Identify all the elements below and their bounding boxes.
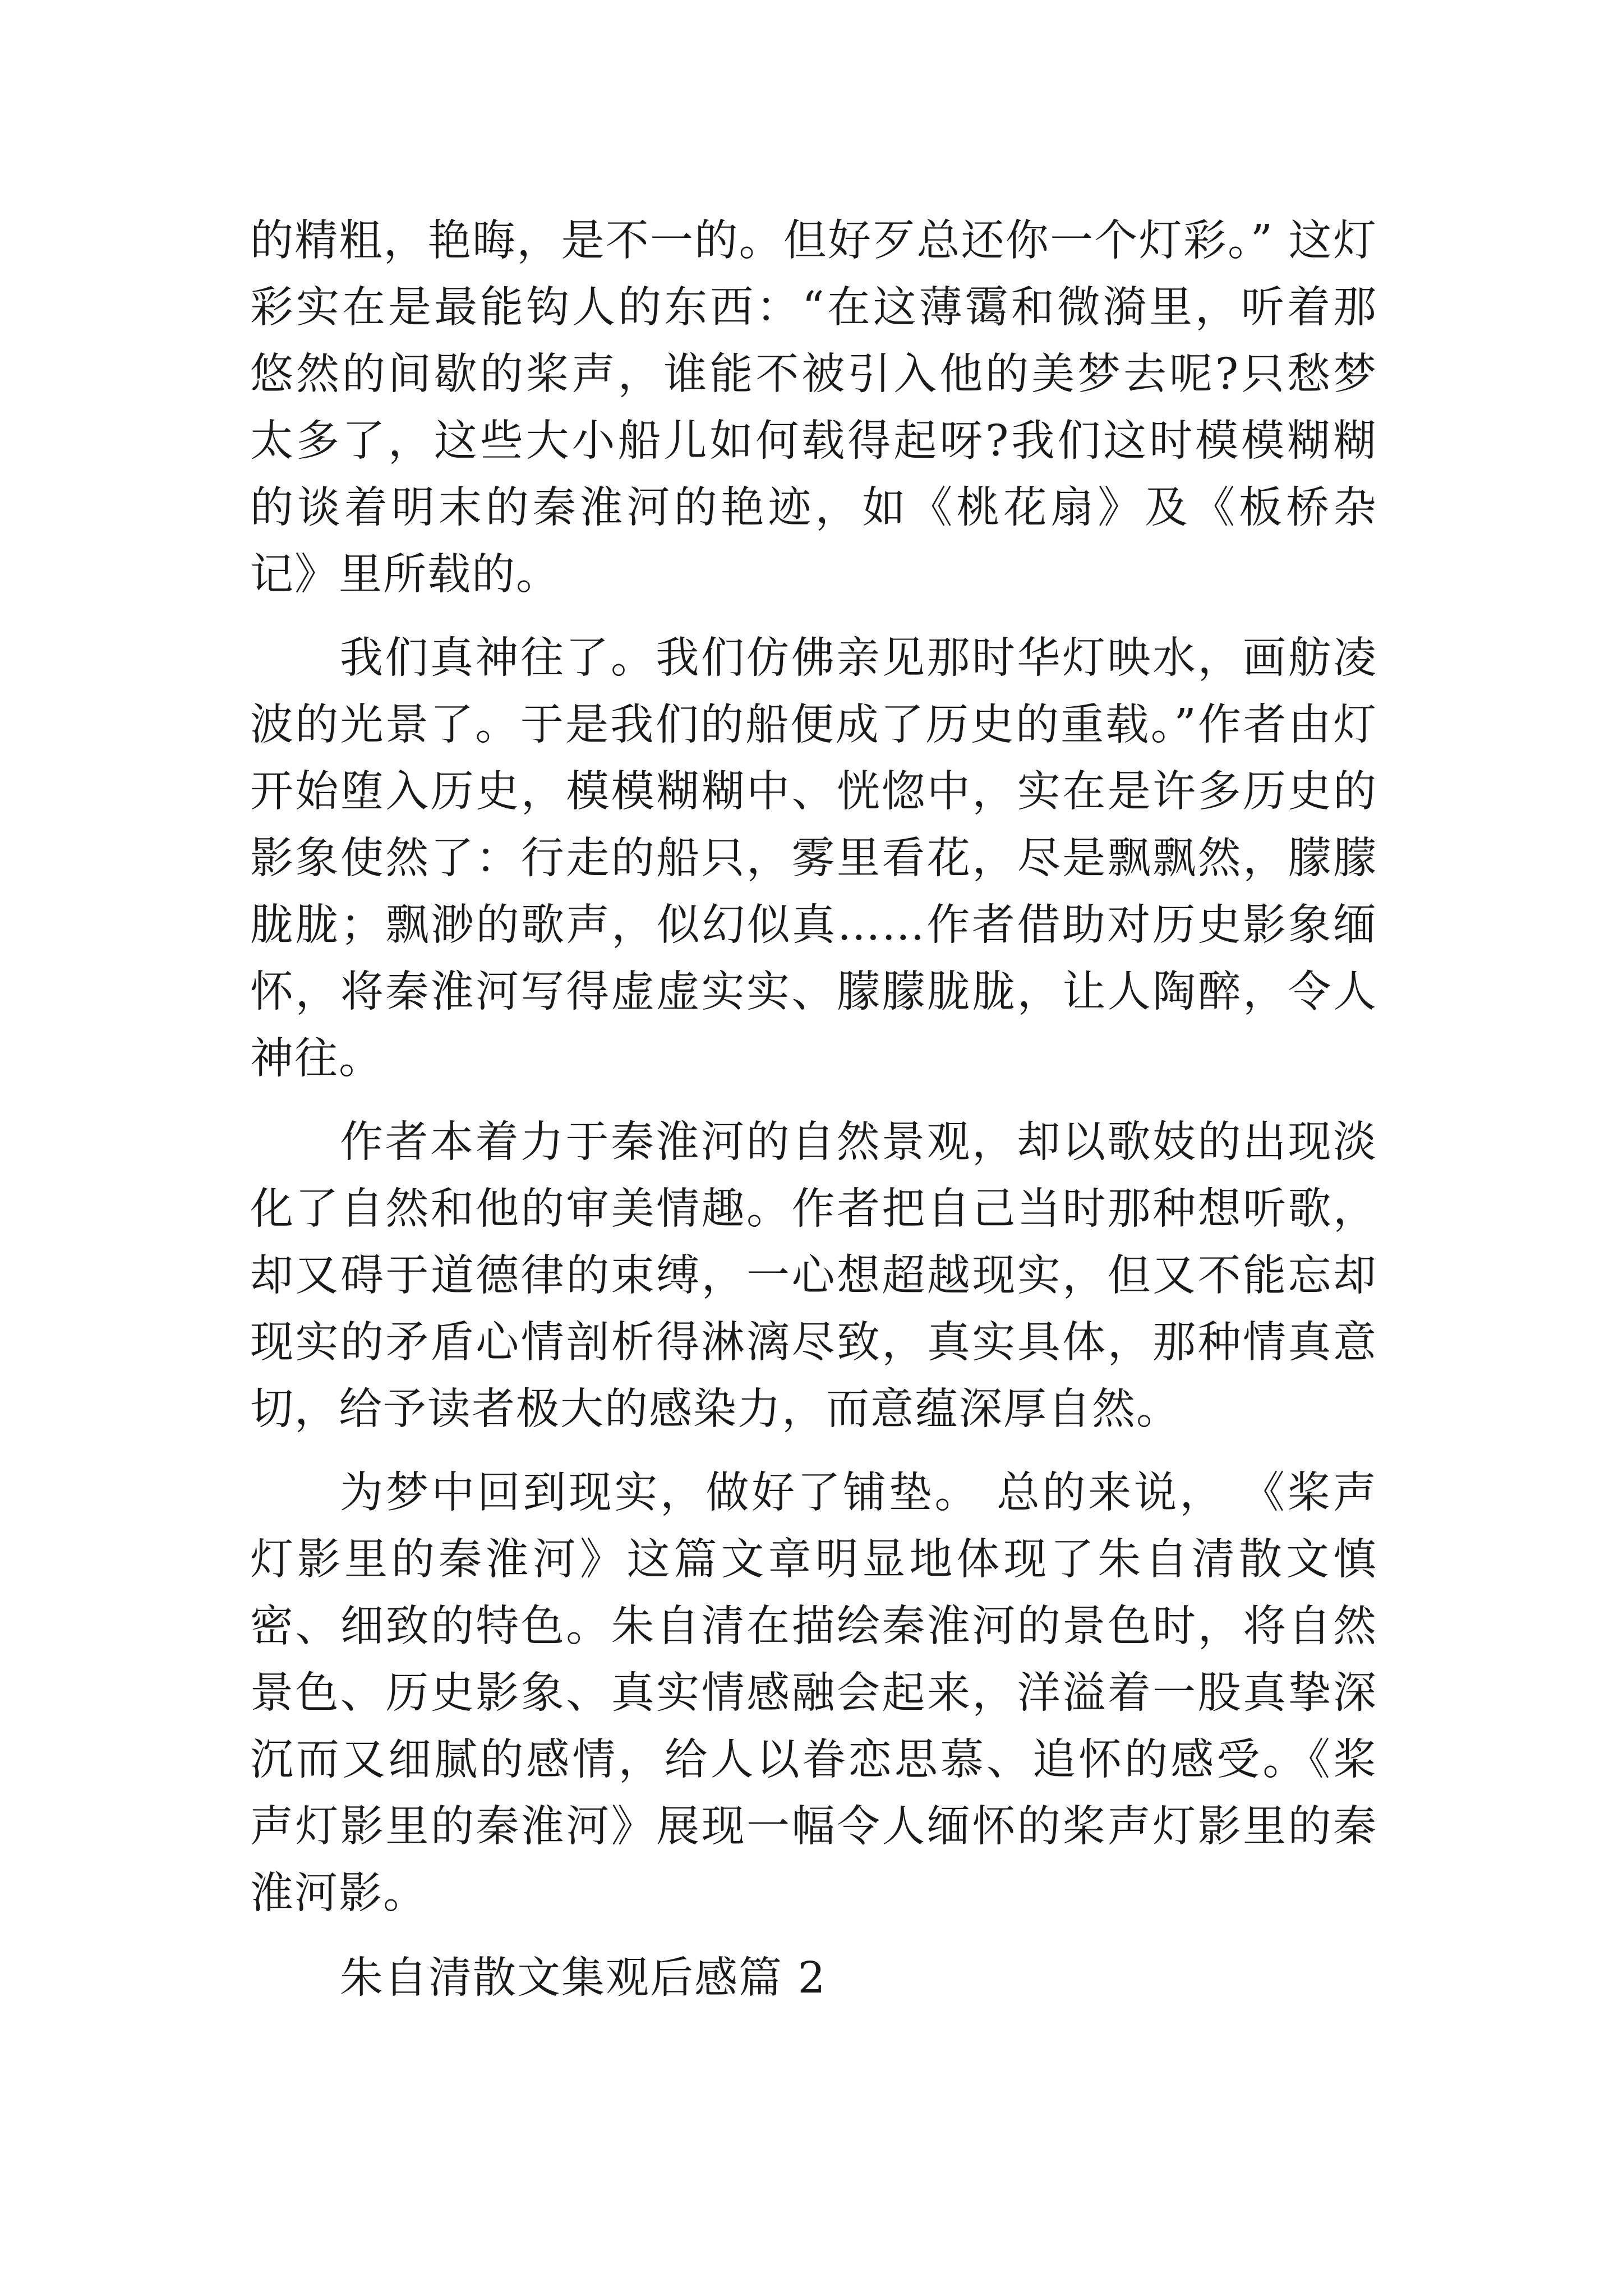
paragraph-4: 为梦中回到现实，做好了铺垫。 总的来说， 《桨声灯影里的秦淮河》这篇文章明显地体现了朱自清散文慎密、细致的特色。朱自清在描绘秦淮河的景色时，将自然景色、历史影象、真实情感融会起来，洋溢着一股真挚深沉而又细腻的感情，给人以眷恋思慕、追怀的感受。《桨声灯影里的秦淮河》展现一幅令人缅怀的桨声灯影里的秦淮河影。 [250, 1468, 1377, 1918]
paragraph-1: 的精粗，艳晦，是不一的。但好歹总还你一个灯彩。” 这灯彩实在是最能钩人的东西：“在这薄霭和微漪里，听着那悠然的间歇的桨声，谁能不被引入他的美梦去呢?只愁梦太多了，这些大小船儿如何载得起呀?我们这时模模糊糊的谈着明末的秦淮河的艳迹，如《桃花扇》及《板桥杂记》里所载的。 [250, 216, 1377, 600]
document-body [250, 208, 1377, 2012]
paragraph-2: 我们真神往了。我们仿佛亲见那时华灯映水，画舫凌波的光景了。于是我们的船便成了历史的重载。”作者由灯开始堕入历史，模模糊糊中、恍惚中，实在是许多历史的影象使然了：行走的船只，雾里看花，尽是飘飘然，朦朦胧胧；飘渺的歌声，似幻似真……作者借助对历史影象缅怀，将秦淮河写得虚虚实实、朦朦胧胧，让人陶醉，令人神往。 [250, 633, 1377, 1084]
paragraph-3: 作者本着力于秦淮河的自然景观，却以歌妓的出现淡化了自然和他的审美情趣。作者把自己当时那种想听歌，却又碍于道德律的束缚，一心想超越现实，但又不能忘却现实的矛盾心情剖析得淋漓尽致，真实具体，那种情真意切，给予读者极大的感染力，而意蕴深厚自然。 [250, 1117, 1377, 1434]
section-heading: 朱自清散文集观后感篇 2 [340, 1953, 827, 2003]
